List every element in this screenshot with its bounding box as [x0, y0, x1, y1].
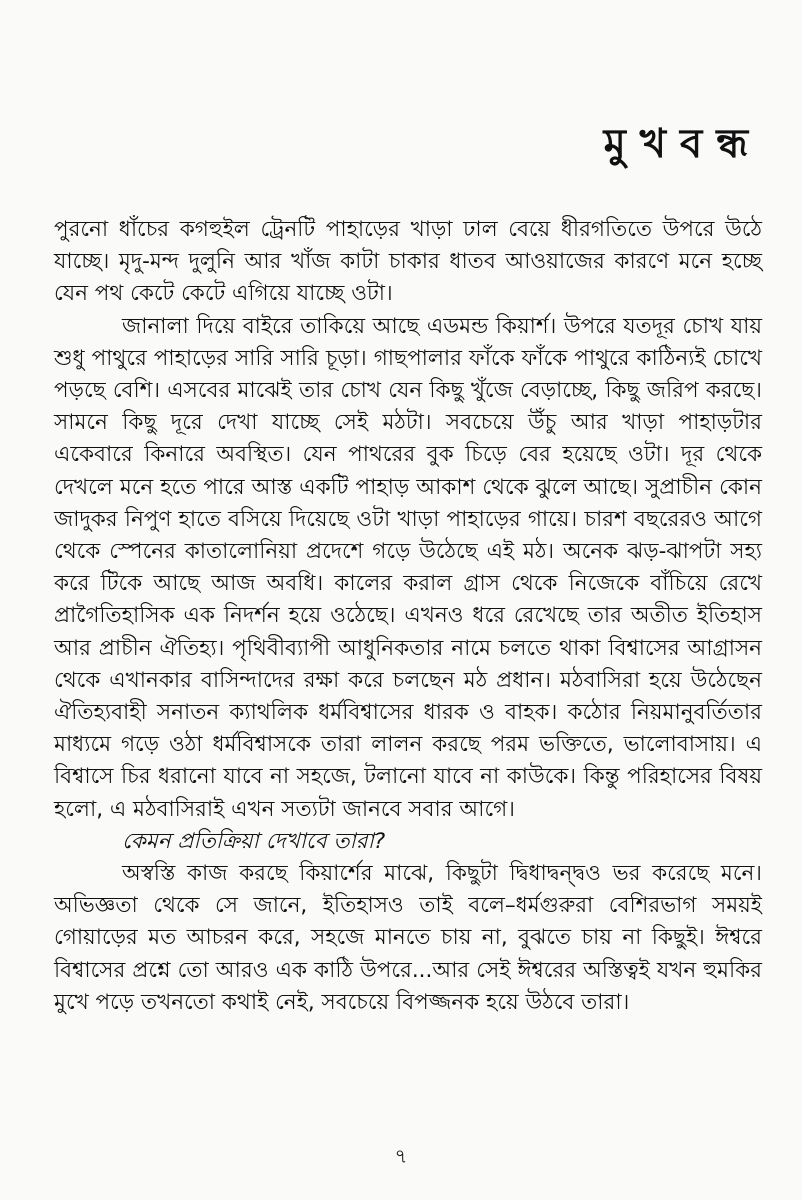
page-number: ৭	[394, 1144, 408, 1168]
chapter-heading: মুখবন্ধ	[603, 120, 762, 167]
paragraph-1: পুরনো ধাঁচের কগহুইল ট্রেনটি পাহাড়ের খাড়া ঢাল বেয়ে ধীরগতিতে উপরে উঠে যাচ্ছে। মৃদু-মন্দ দুলুনি আর খাঁজ কাটা চাকার ধাতব আওয়াজের কারণে মনে হচ্ছে যেন পথ কেটে কেটে এগিয়ে যাচ্ছে ওটা।	[54, 217, 762, 307]
chapter-body	[54, 214, 762, 1019]
paragraph-3-question: কেমন প্রতিক্রিয়া দেখাবে তারা?	[122, 828, 386, 854]
paragraph-2: জানালা দিয়ে বাইরে তাকিয়ে আছে এডমন্ড কিয়ার্শ। উপরে যতদূর চোখ যায় শুধু পাথুরে পাহাড়ের সারি সারি চূড়া। গাছপালার ফাঁকে ফাঁকে পাথুরে কাঠিন্যই চোখে পড়ছে বেশি। এসবের মাঝেই তার চোখ যেন কিছু খুঁজে বেড়াচ্ছে, কিছু জরিপ করছে। সামনে কিছু দূরে দেখা যাচ্ছে সেই মঠটা। সবচেয়ে উঁচু আর খাড়া পাহাড়টার একেবারে কিনারে অবস্থিত। যেন পাথরের বুক চিড়ে বের হয়েছে ওটা। দূর থেকে দেখলে মনে হতে পারে আস্ত একটি পাহাড় আকাশ থেকে ঝুলে আছে। সুপ্রাচীন কোন জাদুকর নিপুণ হাতে বসিয়ে দিয়েছে ওটা খাড়া পাহাড়ের গায়ে। চারশ বছরেরও আগে থেকে স্পেনের কাতালোনিয়া প্রদেশে গড়ে উঠেছে এই মঠ। অনেক ঝড়-ঝাপটা সহ্য করে টিকে আছে আজ অবধি। কালের করাল গ্রাস থেকে নিজেকে বাঁচিয়ে রেখে প্রাগৈতিহাসিক এক নিদর্শন হয়ে ওঠেছে। এখনও ধরে রেখেছে তার অতীত ইতিহাস আর প্রাচীন ঐতিহ্য। পৃথিবীব্যাপী আধুনিকতার নামে চলতে থাকা বিশ্বাসের আগ্রাসন থেকে এখানকার বাসিন্দাদের রক্ষা করে চলছেন মঠ প্রধান। মঠবাসিরা হয়ে উঠেছেন ঐতিহ্যবাহী সনাতন ক্যাথলিক ধর্মবিশ্বাসের ধারক ও বাহক। কঠোর নিয়মানুবর্তিতার মাধ্যমে গড়ে ওঠা ধর্মবিশ্বাসকে তারা লালন করছে পরম ভক্তিতে, ভালোবাসায়। এ বিশ্বাসে চির ধরানো যাবে না সহজে, টলানো যাবে না কাউকে। কিন্তু পরিহাসের বিষয় হলো, এ মঠবাসিরাই এখন সত্যটা জানবে সবার আগে।	[54, 313, 762, 822]
paragraph-4: অস্বস্তি কাজ করছে কিয়ার্শের মাঝে, কিছুটা দ্বিধাদ্বন্দ্বও ভর করেছে মনে। অভিজ্ঞতা থেকে সে জানে, ইতিহাসও তাই বলে–ধর্মগুরুরা বেশিরভাগ সময়ই গোয়াড়ের মত আচরন করে, সহজে মানতে চায় না, বুঝতে চায় না কিছুই। ঈশ্বরে বিশ্বাসের প্রশ্নে তো আরও এক কাঠি উপরে...আর সেই ঈশ্বরের অস্তিত্বই যখন হুমকির মুখে পড়ে তখনতো কথাই নেই, সবচেয়ে বিপজ্জনক হয়ে উঠবে তারা।	[54, 861, 762, 1015]
